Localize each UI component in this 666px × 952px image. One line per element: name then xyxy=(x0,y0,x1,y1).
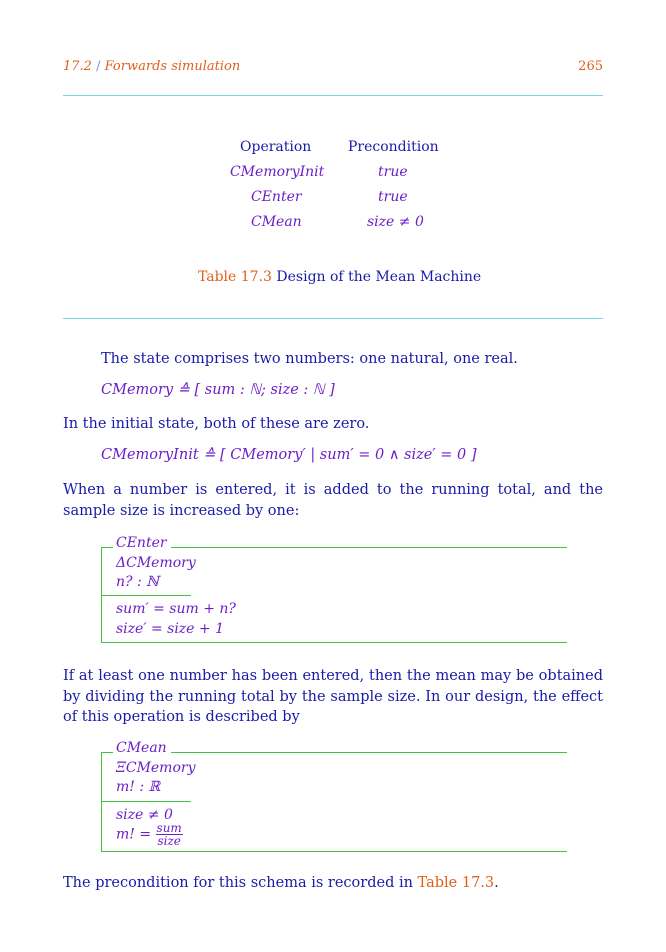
schema-declaration: ΞCMemory xyxy=(116,760,196,776)
table-caption-label: Table 17.3 xyxy=(198,269,272,285)
schema-predicate: sum′ = sum + n? xyxy=(116,601,236,617)
table-reference-link[interactable]: Table 17.3 xyxy=(417,875,495,891)
paragraph: If at least one number has been entered, then the mean may be obtained by dividing the running total by the sample size. In our design, the effect of this operation is described by xyxy=(63,668,603,725)
paragraph-text: The precondition for this schema is recorded in xyxy=(63,875,413,891)
paragraph-end: . xyxy=(494,875,499,891)
table-header-precondition: Precondition xyxy=(348,139,439,155)
section-number: 17.2 xyxy=(63,59,92,74)
schema-declaration: n? : ℕ xyxy=(116,574,159,590)
schema-divider xyxy=(101,595,191,596)
schema-name: CMean xyxy=(116,740,167,756)
equation-cmemory: CMemory ≙ [ sum : ℕ; size : ℕ ] xyxy=(101,382,335,398)
schema-center xyxy=(101,535,567,643)
paragraph xyxy=(63,873,603,894)
schema-declaration: ΔCMemory xyxy=(116,555,196,571)
schema-top-line xyxy=(101,752,113,753)
schema-predicate: size ≠ 0 xyxy=(116,807,173,823)
header-separator: / xyxy=(96,59,101,74)
schema-top-line xyxy=(171,752,567,753)
table-cell-operation: CEnter xyxy=(251,189,302,205)
table-header-operation: Operation xyxy=(240,139,312,155)
running-header-section xyxy=(63,59,240,74)
schema-predicate xyxy=(116,822,183,847)
schema-divider xyxy=(101,801,191,802)
schema-predicate: size′ = size + 1 xyxy=(116,621,224,637)
schema-cmean xyxy=(101,740,567,852)
schema-top-line xyxy=(171,547,567,548)
schema-declaration: m! : ℝ xyxy=(116,779,161,795)
table-cell-precondition: true xyxy=(378,189,408,205)
table-rule xyxy=(63,318,603,319)
section-title: Forwards simulation xyxy=(104,59,241,74)
table-caption-text: Design of the Mean Machine xyxy=(276,269,482,285)
paragraph: When a number is entered, it is added to the running total, and the sample size is increased by one: xyxy=(63,482,603,519)
schema-bottom-line xyxy=(101,642,567,643)
page-number: 265 xyxy=(578,59,603,74)
table-cell-precondition: size ≠ 0 xyxy=(367,214,424,230)
table-cell-operation: CMean xyxy=(251,214,302,230)
mean-lhs: m! = xyxy=(116,826,152,843)
fraction-denominator: size xyxy=(157,834,181,848)
table-cell-precondition: true xyxy=(378,164,408,180)
paragraph: The state comprises two numbers: one natural, one real. xyxy=(101,351,518,367)
schema-name: CEnter xyxy=(116,535,167,551)
table-caption xyxy=(198,269,481,285)
fraction xyxy=(156,822,183,847)
fraction-numerator: sum xyxy=(156,821,182,835)
table-cell-operation: CMemoryInit xyxy=(230,164,325,180)
paragraph: In the initial state, both of these are zero. xyxy=(63,416,370,432)
schema-bottom-line xyxy=(101,851,567,852)
header-rule xyxy=(63,95,603,96)
schema-top-line xyxy=(101,547,113,548)
equation-cmemoryinit: CMemoryInit ≙ [ CMemory′ | sum′ = 0 ∧ size′ = 0 ] xyxy=(101,447,477,463)
